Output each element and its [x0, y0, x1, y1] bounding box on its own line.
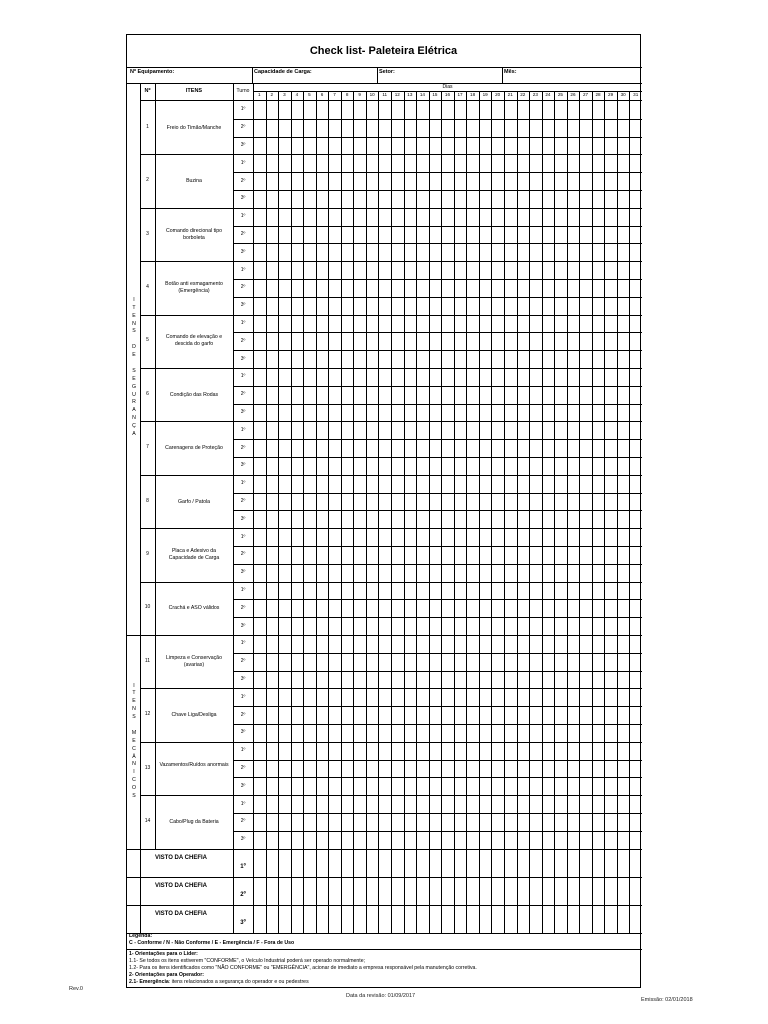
section-letter: M — [131, 729, 137, 736]
item-name: Comando de elevação e descida do garfo — [165, 334, 223, 348]
shift-label: 1º — [240, 480, 246, 487]
section-letter: E — [132, 698, 136, 705]
itens-header: ITENS — [185, 88, 203, 94]
day-column-line — [579, 91, 580, 933]
shift-row-line — [233, 226, 642, 227]
shift-label: 1º — [240, 533, 246, 540]
shift-row-line — [233, 564, 642, 565]
section-letter: Â — [132, 753, 136, 760]
section-letter: N — [132, 706, 136, 713]
section-letter: A — [132, 431, 136, 438]
day-column-line — [517, 91, 518, 933]
item-number: 14 — [144, 817, 151, 824]
item-separator — [140, 475, 642, 476]
shift-label: 2º — [240, 177, 246, 184]
section-label-mecanicos — [130, 683, 138, 801]
section-column-line — [140, 83, 141, 933]
shift-row-line — [233, 386, 642, 387]
revision-label: Rev.0 — [69, 986, 83, 992]
shift-label: 2º — [240, 604, 246, 611]
legend-divider — [127, 949, 642, 950]
shift-row-line — [233, 653, 642, 654]
day-number: 1 — [257, 91, 261, 97]
section-letter: T — [132, 304, 136, 311]
shift-row-line — [233, 172, 642, 173]
item-number: 3 — [146, 230, 149, 237]
shift-label: 3º — [240, 569, 246, 576]
shift-label: 2º — [240, 765, 246, 771]
item-name: Placa e Adesivo da Capacidade de Carga — [168, 547, 220, 561]
day-column-line — [291, 91, 292, 933]
section-label-seguranca — [130, 297, 138, 439]
checklist-sheet — [126, 34, 641, 988]
visto-bottom-line — [127, 933, 642, 934]
shift-row-line — [233, 493, 642, 494]
shift-row-line — [233, 332, 642, 333]
items-bottom-line — [127, 849, 642, 850]
section-letter: E — [132, 352, 136, 359]
section-letter: C — [132, 777, 136, 784]
section-letter: Ç — [132, 423, 136, 430]
day-number: 9 — [358, 91, 361, 97]
day-number: 12 — [394, 91, 400, 97]
day-number: 8 — [345, 91, 349, 97]
shift-label: 2º — [240, 391, 246, 398]
day-number: 25 — [557, 91, 563, 97]
shift-label: 2º — [240, 711, 246, 718]
shift-row-line — [233, 510, 642, 511]
shift-label: 2º — [240, 818, 246, 825]
shift-row-line — [233, 404, 642, 405]
shift-label: 1º — [240, 426, 246, 433]
lider-instruction-2: 1.2- Para os itens identificados como "NÃO CONFORME" ou "EMERGÊNCIA", acionar de imediato a empresa responsável pela manutenção corretiva. — [129, 965, 477, 971]
item-name: Vazamentos/Ruídos anormais — [159, 761, 229, 768]
item-separator — [140, 528, 642, 529]
section-letter: E — [132, 312, 136, 319]
day-number: 23 — [532, 91, 538, 97]
item-separator — [140, 261, 642, 262]
day-number: 7 — [333, 91, 336, 97]
shift-row-line — [233, 760, 642, 761]
day-number: 22 — [520, 91, 526, 97]
shift-row-line — [233, 243, 642, 244]
day-column-line — [378, 91, 379, 933]
day-column-line — [278, 91, 279, 933]
day-column-line — [353, 91, 354, 933]
shift-row-line — [233, 724, 642, 725]
shift-row-line — [233, 813, 642, 814]
shift-label: 2º — [240, 444, 246, 451]
day-number: 13 — [407, 91, 413, 97]
item-number: 6 — [146, 390, 149, 397]
day-number: 20 — [495, 91, 501, 97]
shift-row-line — [233, 279, 642, 280]
shift-label: 3º — [240, 836, 246, 843]
title-divider — [127, 67, 642, 68]
equipamento-label: Nº Equipamento: — [130, 69, 175, 75]
day-column-line — [416, 91, 417, 933]
item-name: Carenagens de Proteção — [165, 445, 223, 452]
grid-line — [377, 67, 378, 83]
section-letter: O — [131, 785, 137, 792]
item-name: Buzina — [186, 178, 202, 185]
shift-label: 3º — [240, 195, 246, 202]
shift-label: 2º — [240, 337, 246, 344]
shift-row-line — [233, 190, 642, 191]
item-name: Crachá e ASO válidos — [168, 605, 220, 612]
day-column-line — [454, 91, 455, 933]
shift-label: 3º — [240, 302, 246, 309]
shift-label: 3º — [240, 676, 246, 682]
day-number: 31 — [633, 91, 639, 97]
item-number: 11 — [144, 657, 151, 664]
shift-label: 1º — [240, 693, 246, 700]
shift-label: 2º — [240, 231, 246, 237]
day-number: 29 — [608, 91, 614, 97]
section-letter: S — [132, 793, 136, 800]
item-number: 12 — [144, 711, 151, 718]
day-number: 14 — [419, 91, 425, 97]
shift-label: 1º — [240, 159, 246, 166]
section-letter: S — [132, 367, 136, 374]
shift-label: 3º — [240, 462, 246, 469]
day-column-line — [504, 91, 505, 933]
day-number: 10 — [369, 91, 375, 97]
item-separator — [140, 421, 642, 422]
shift-label: 2º — [240, 551, 246, 558]
item-separator — [140, 635, 642, 636]
day-number: 27 — [582, 91, 589, 97]
day-column-line — [341, 91, 342, 933]
item-separator — [140, 582, 642, 583]
shift-label: 1º — [240, 373, 246, 380]
item-number: 10 — [144, 604, 151, 611]
item-number: 9 — [146, 550, 149, 557]
shift-label: 3º — [240, 729, 246, 736]
day-column-line — [592, 91, 593, 933]
day-column-line — [617, 91, 618, 933]
shift-row-line — [233, 137, 642, 138]
turno-header: Turno — [236, 88, 250, 94]
item-name: Botão anti esmagamento (Emergência) — [165, 280, 223, 294]
shift-row-line — [233, 119, 642, 120]
day-number: 19 — [482, 91, 488, 97]
shift-label: 1º — [240, 747, 246, 754]
day-number: 26 — [570, 91, 576, 97]
shift-label: 2º — [240, 498, 246, 504]
item-name: Chave Liga/Desliga — [171, 712, 217, 719]
legend-text: C - Conforme / N - Não Conforme / E - Emergência / F - Fora de Uso — [129, 940, 295, 946]
shift-row-line — [233, 599, 642, 600]
shift-row-line — [233, 777, 642, 778]
item-number: 1 — [146, 123, 149, 130]
day-column-line — [554, 91, 555, 933]
section-letter: R — [132, 399, 136, 406]
day-column-line — [404, 91, 405, 933]
visto-chefia-label: VISTO DA CHEFIA — [155, 854, 208, 861]
shift-row-line — [233, 439, 642, 440]
item-separator — [140, 208, 642, 209]
shift-row-line — [233, 617, 642, 618]
day-column-line — [491, 91, 492, 933]
day-number: 17 — [457, 91, 463, 97]
section-letter: A — [132, 407, 136, 414]
day-column-line — [441, 91, 442, 933]
day-column-line — [316, 91, 317, 933]
day-number: 24 — [545, 91, 551, 97]
grid-line — [502, 67, 503, 83]
shift-label: 3º — [240, 782, 246, 789]
day-column-line — [366, 91, 367, 933]
grid-line — [252, 67, 253, 83]
day-number: 16 — [444, 91, 451, 97]
visto-shift-label: 3º — [240, 919, 246, 926]
shift-label: 2º — [240, 284, 246, 291]
day-column-line — [328, 91, 329, 933]
shift-label: 3º — [240, 355, 246, 362]
item-number: 13 — [144, 764, 151, 771]
section-letter — [130, 722, 138, 730]
item-separator — [140, 315, 642, 316]
day-column-line — [429, 91, 430, 933]
shift-label: 1º — [240, 587, 246, 593]
shift-label: 1º — [240, 320, 246, 326]
visto-separator — [127, 905, 642, 906]
lider-instruction-1: 1.1- Se todos os itens estiverem "CONFORME", o Veículo Industrial poderá ser operado normalmente; — [129, 958, 366, 964]
numero-header: Nº — [144, 88, 151, 94]
fields-divider — [127, 83, 642, 84]
shift-label: 2º — [240, 658, 246, 665]
item-number: 7 — [146, 444, 149, 451]
section-letter: E — [132, 375, 136, 382]
visto-separator — [127, 877, 642, 878]
section-letter: N — [132, 415, 136, 422]
operador-title: 2- Orientações para Operador: — [129, 972, 204, 978]
day-number: 11 — [382, 91, 388, 97]
item-number: 8 — [146, 497, 149, 504]
day-column-line — [303, 91, 304, 933]
section-letter: D — [132, 344, 136, 351]
item-name: Limpeza e Conservação (avarias) — [166, 654, 222, 668]
header-row-bottom — [140, 100, 642, 101]
day-column-line — [629, 91, 630, 933]
emission-date: Emissão: 02/01/2018 — [641, 997, 693, 1003]
shift-label: 3º — [240, 515, 246, 522]
shift-row-line — [233, 297, 642, 298]
shift-label: 2º — [240, 124, 246, 131]
legend-title: Legenda: — [129, 933, 153, 939]
section-letter: C — [132, 745, 136, 752]
capacidade-label: Capacidade de Carga: — [254, 69, 312, 75]
visto-chefia-label: VISTO DA CHEFIA — [155, 882, 208, 889]
item-separator — [140, 742, 642, 743]
day-column-line — [391, 91, 392, 933]
item-name: Comando direcional tipo borboleta — [166, 227, 222, 241]
section-letter — [130, 360, 138, 368]
section-letter: N — [132, 320, 136, 327]
shift-label: 3º — [240, 409, 246, 415]
section-letter — [130, 336, 138, 344]
item-separator — [140, 368, 642, 369]
day-number: 4 — [295, 91, 299, 97]
shift-row-line — [233, 706, 642, 707]
section-letter: I — [133, 769, 135, 776]
day-column-line — [542, 91, 543, 933]
shift-label: 1º — [240, 800, 246, 807]
item-name: Garfo / Patola — [177, 498, 210, 505]
section-letter: E — [132, 737, 136, 744]
day-column-line — [479, 91, 480, 933]
item-number: 2 — [146, 177, 149, 184]
section-letter: U — [132, 391, 136, 398]
shift-label: 3º — [240, 622, 246, 629]
section-letter: T — [132, 690, 136, 697]
section-letter: I — [133, 296, 135, 303]
shift-row-line — [233, 831, 642, 832]
item-separator — [140, 795, 642, 796]
shift-label: 3º — [240, 248, 246, 255]
item-number: 4 — [146, 283, 149, 290]
day-number: 6 — [320, 91, 324, 97]
section-letter: I — [133, 682, 135, 689]
item-name: Cabo/Plug da Bateria — [169, 818, 219, 825]
setor-label: Setor: — [379, 69, 395, 75]
day-number: 30 — [620, 91, 626, 97]
day-number: 5 — [308, 91, 311, 97]
lider-title: 1- Orientações para o Lider: — [129, 951, 198, 957]
item-name: Condição das Rodas — [169, 391, 219, 398]
mes-label: Mês: — [504, 69, 517, 75]
visto-shift-label: 1º — [240, 863, 246, 870]
visto-shift-label: 2º — [240, 891, 246, 898]
shift-row-line — [233, 457, 642, 458]
document-title: Check list- Paleteira Elétrica — [309, 45, 458, 57]
grid-line — [253, 83, 254, 933]
day-number: 3 — [283, 91, 286, 97]
shift-label: 1º — [240, 640, 246, 647]
operador-instruction-1: 2.1- Emergência: itens relacionados a segurança do operador e ou pedestres — [129, 979, 309, 985]
section-divider — [127, 635, 140, 636]
shift-row-line — [233, 546, 642, 547]
grid-line — [155, 83, 156, 849]
day-number: 18 — [470, 91, 476, 97]
day-column-line — [529, 91, 530, 933]
shift-row-line — [233, 350, 642, 351]
item-name: Freio do Timão/Manche — [166, 124, 222, 131]
day-number: 15 — [432, 91, 438, 97]
shift-label: 3º — [240, 142, 246, 148]
revision-date: Data da revisão: 01/09/2017 — [346, 993, 416, 999]
day-number: 21 — [507, 91, 513, 97]
shift-label: 1º — [240, 266, 246, 273]
day-column-line — [466, 91, 467, 933]
section-letter: S — [132, 328, 136, 335]
section-letter: G — [131, 383, 137, 390]
day-number: 28 — [595, 91, 601, 97]
day-column-line — [604, 91, 605, 933]
visto-chefia-label: VISTO DA CHEFIA — [155, 910, 208, 917]
day-column-line — [266, 91, 267, 933]
dias-header: Dias — [442, 84, 453, 90]
item-separator — [140, 688, 642, 689]
shift-label: 1º — [240, 213, 246, 220]
day-number: 2 — [270, 91, 274, 97]
shift-label: 1º — [240, 106, 246, 113]
section-letter: N — [132, 761, 136, 768]
day-column-line — [567, 91, 568, 933]
item-number: 5 — [146, 337, 149, 344]
item-separator — [140, 154, 642, 155]
section-letter: S — [132, 714, 136, 721]
shift-row-line — [233, 671, 642, 672]
